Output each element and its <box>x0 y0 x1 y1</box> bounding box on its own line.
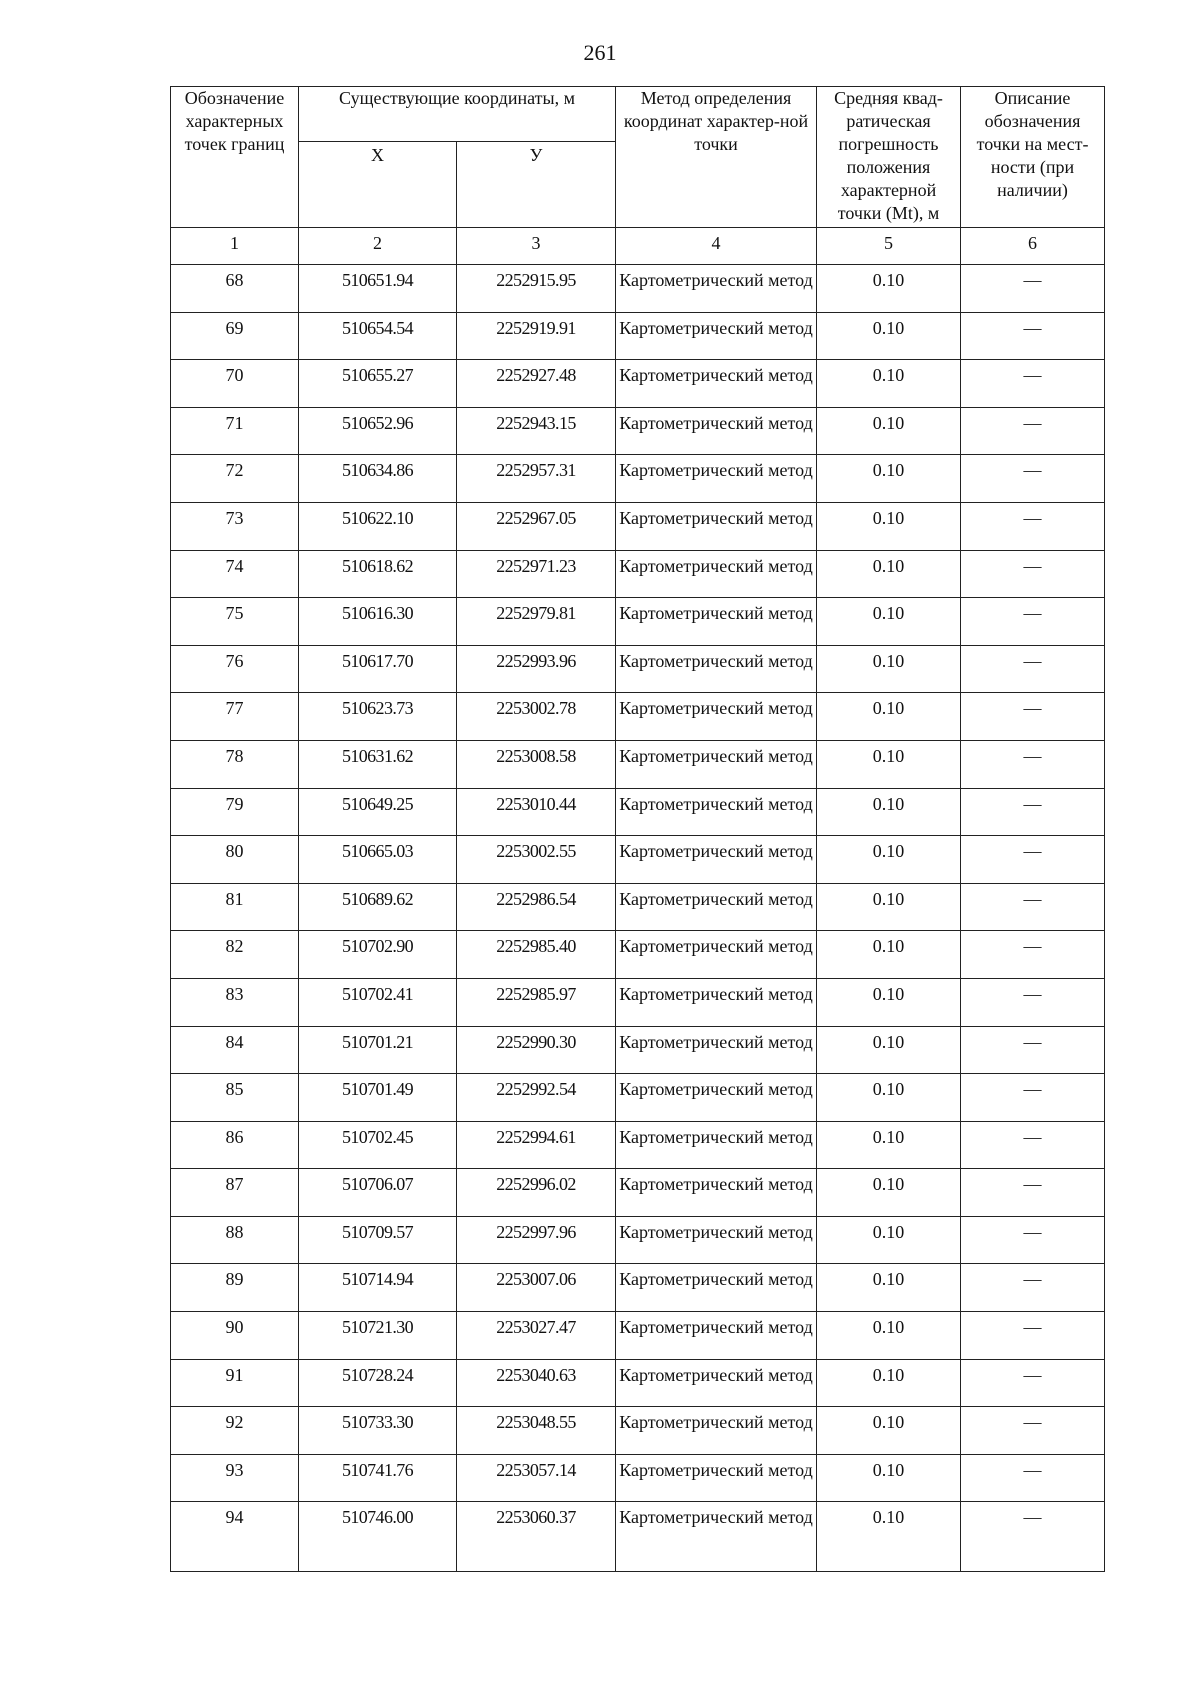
cell-point: 82 <box>171 931 299 979</box>
table-row <box>171 645 1105 693</box>
cell-x: 510733.30 <box>299 1407 457 1455</box>
table-row <box>171 1312 1105 1360</box>
cell-y: 2252985.40 <box>457 931 616 979</box>
cell-point: 73 <box>171 502 299 550</box>
cell-method: Картометрический метод <box>616 407 817 455</box>
cell-description: — <box>961 836 1105 884</box>
table-row <box>171 1121 1105 1169</box>
cell-y: 2252996.02 <box>457 1169 616 1217</box>
table-row <box>171 550 1105 598</box>
cell-error: 0.10 <box>817 836 961 884</box>
cell-y: 2253060.37 <box>457 1502 616 1572</box>
cell-x: 510741.76 <box>299 1454 457 1502</box>
cell-error: 0.10 <box>817 645 961 693</box>
cell-method: Картометрический метод <box>616 740 817 788</box>
cell-y: 2252992.54 <box>457 1074 616 1122</box>
cell-method: Картометрический метод <box>616 550 817 598</box>
cell-x: 510706.07 <box>299 1169 457 1217</box>
cell-error: 0.10 <box>817 1312 961 1360</box>
cell-x: 510689.62 <box>299 883 457 931</box>
cell-x: 510665.03 <box>299 836 457 884</box>
cell-method: Картометрический метод <box>616 693 817 741</box>
cell-y: 2253048.55 <box>457 1407 616 1455</box>
cell-error: 0.10 <box>817 312 961 360</box>
cell-method: Картометрический метод <box>616 1502 817 1572</box>
cell-y: 2253010.44 <box>457 788 616 836</box>
column-number-row <box>171 228 1105 265</box>
table-row <box>171 931 1105 979</box>
cell-error: 0.10 <box>817 265 961 313</box>
cell-point: 88 <box>171 1216 299 1264</box>
table-row <box>171 1454 1105 1502</box>
cell-y: 2252957.31 <box>457 455 616 503</box>
cell-x: 510634.86 <box>299 455 457 503</box>
cell-x: 510654.54 <box>299 312 457 360</box>
cell-point: 71 <box>171 407 299 455</box>
header-point-designation: Обозначение характерных точек границ <box>171 87 299 228</box>
cell-description: — <box>961 550 1105 598</box>
cell-y: 2252985.97 <box>457 978 616 1026</box>
cell-method: Картометрический метод <box>616 502 817 550</box>
header-description: Описание обозначения точки на мест-ности (при наличии) <box>961 87 1105 228</box>
cell-point: 68 <box>171 265 299 313</box>
cell-method: Картометрический метод <box>616 883 817 931</box>
cell-description: — <box>961 407 1105 455</box>
cell-y: 2252979.81 <box>457 598 616 646</box>
cell-description: — <box>961 978 1105 1026</box>
table-row <box>171 502 1105 550</box>
cell-y: 2252993.96 <box>457 645 616 693</box>
cell-description: — <box>961 883 1105 931</box>
table-row <box>171 1169 1105 1217</box>
cell-method: Картометрический метод <box>616 931 817 979</box>
table-row <box>171 788 1105 836</box>
cell-point: 87 <box>171 1169 299 1217</box>
table-row <box>171 598 1105 646</box>
cell-description: — <box>961 931 1105 979</box>
cell-error: 0.10 <box>817 1407 961 1455</box>
header-method: Метод определения координат характер-ной точки <box>616 87 817 228</box>
cell-method: Картометрический метод <box>616 1264 817 1312</box>
cell-point: 90 <box>171 1312 299 1360</box>
table-row <box>171 1359 1105 1407</box>
cell-point: 86 <box>171 1121 299 1169</box>
cell-point: 89 <box>171 1264 299 1312</box>
table-row <box>171 740 1105 788</box>
cell-method: Картометрический метод <box>616 265 817 313</box>
cell-x: 510701.21 <box>299 1026 457 1074</box>
cell-description: — <box>961 265 1105 313</box>
cell-error: 0.10 <box>817 407 961 455</box>
table-row <box>171 407 1105 455</box>
table-row <box>171 883 1105 931</box>
cell-description: — <box>961 645 1105 693</box>
cell-x: 510618.62 <box>299 550 457 598</box>
table-row <box>171 312 1105 360</box>
cell-x: 510702.45 <box>299 1121 457 1169</box>
cell-error: 0.10 <box>817 740 961 788</box>
cell-y: 2253007.06 <box>457 1264 616 1312</box>
cell-description: — <box>961 740 1105 788</box>
cell-y: 2253027.47 <box>457 1312 616 1360</box>
cell-error: 0.10 <box>817 1502 961 1572</box>
cell-x: 510631.62 <box>299 740 457 788</box>
header-y: У <box>457 142 616 228</box>
cell-error: 0.10 <box>817 788 961 836</box>
cell-point: 80 <box>171 836 299 884</box>
table-row <box>171 1264 1105 1312</box>
cell-description: — <box>961 1407 1105 1455</box>
cell-error: 0.10 <box>817 1359 961 1407</box>
cell-error: 0.10 <box>817 502 961 550</box>
cell-description: — <box>961 1502 1105 1572</box>
cell-y: 2253040.63 <box>457 1359 616 1407</box>
cell-y: 2252915.95 <box>457 265 616 313</box>
cell-method: Картометрический метод <box>616 1216 817 1264</box>
cell-y: 2252971.23 <box>457 550 616 598</box>
table-row <box>171 1026 1105 1074</box>
cell-point: 81 <box>171 883 299 931</box>
cell-error: 0.10 <box>817 1074 961 1122</box>
cell-y: 2253057.14 <box>457 1454 616 1502</box>
cell-y: 2253002.55 <box>457 836 616 884</box>
cell-x: 510616.30 <box>299 598 457 646</box>
cell-method: Картометрический метод <box>616 1407 817 1455</box>
cell-description: — <box>961 1121 1105 1169</box>
cell-error: 0.10 <box>817 1264 961 1312</box>
cell-point: 76 <box>171 645 299 693</box>
cell-x: 510617.70 <box>299 645 457 693</box>
column-number: 6 <box>961 228 1105 265</box>
cell-method: Картометрический метод <box>616 1026 817 1074</box>
cell-y: 2252919.91 <box>457 312 616 360</box>
cell-description: — <box>961 1264 1105 1312</box>
cell-point: 84 <box>171 1026 299 1074</box>
cell-point: 94 <box>171 1502 299 1572</box>
cell-description: — <box>961 1359 1105 1407</box>
cell-x: 510649.25 <box>299 788 457 836</box>
page-number: 261 <box>583 40 617 65</box>
table-row <box>171 455 1105 503</box>
cell-error: 0.10 <box>817 1216 961 1264</box>
coordinates-table <box>170 86 1105 1572</box>
cell-error: 0.10 <box>817 1026 961 1074</box>
table-row <box>171 693 1105 741</box>
table-row <box>171 1074 1105 1122</box>
cell-y: 2253002.78 <box>457 693 616 741</box>
cell-point: 74 <box>171 550 299 598</box>
cell-y: 2252927.48 <box>457 360 616 408</box>
cell-method: Картометрический метод <box>616 978 817 1026</box>
cell-error: 0.10 <box>817 1454 961 1502</box>
column-number: 5 <box>817 228 961 265</box>
cell-x: 510655.27 <box>299 360 457 408</box>
header-existing-coordinates: Существующие координаты, м <box>299 87 616 142</box>
cell-x: 510702.90 <box>299 931 457 979</box>
cell-error: 0.10 <box>817 1121 961 1169</box>
table-row <box>171 1502 1105 1572</box>
cell-point: 83 <box>171 978 299 1026</box>
column-number: 3 <box>457 228 616 265</box>
cell-description: — <box>961 1026 1105 1074</box>
cell-method: Картометрический метод <box>616 1312 817 1360</box>
cell-point: 78 <box>171 740 299 788</box>
cell-description: — <box>961 693 1105 741</box>
cell-method: Картометрический метод <box>616 360 817 408</box>
cell-error: 0.10 <box>817 931 961 979</box>
cell-error: 0.10 <box>817 978 961 1026</box>
cell-x: 510714.94 <box>299 1264 457 1312</box>
cell-point: 70 <box>171 360 299 408</box>
cell-x: 510622.10 <box>299 502 457 550</box>
cell-method: Картометрический метод <box>616 1121 817 1169</box>
cell-point: 75 <box>171 598 299 646</box>
cell-description: — <box>961 598 1105 646</box>
cell-description: — <box>961 360 1105 408</box>
cell-error: 0.10 <box>817 1169 961 1217</box>
cell-error: 0.10 <box>817 883 961 931</box>
cell-y: 2252990.30 <box>457 1026 616 1074</box>
table-row <box>171 978 1105 1026</box>
cell-method: Картометрический метод <box>616 836 817 884</box>
cell-method: Картометрический метод <box>616 645 817 693</box>
table-row <box>171 265 1105 313</box>
cell-error: 0.10 <box>817 550 961 598</box>
cell-x: 510701.49 <box>299 1074 457 1122</box>
cell-x: 510652.96 <box>299 407 457 455</box>
cell-description: — <box>961 1454 1105 1502</box>
cell-error: 0.10 <box>817 455 961 503</box>
cell-description: — <box>961 788 1105 836</box>
header-x: Х <box>299 142 457 228</box>
cell-description: — <box>961 502 1105 550</box>
cell-y: 2253008.58 <box>457 740 616 788</box>
column-number: 2 <box>299 228 457 265</box>
cell-error: 0.10 <box>817 360 961 408</box>
cell-point: 77 <box>171 693 299 741</box>
cell-x: 510623.73 <box>299 693 457 741</box>
cell-method: Картометрический метод <box>616 788 817 836</box>
cell-description: — <box>961 312 1105 360</box>
cell-x: 510728.24 <box>299 1359 457 1407</box>
cell-description: — <box>961 1216 1105 1264</box>
cell-description: — <box>961 455 1105 503</box>
cell-point: 72 <box>171 455 299 503</box>
table-row <box>171 1407 1105 1455</box>
cell-description: — <box>961 1312 1105 1360</box>
cell-y: 2252943.15 <box>457 407 616 455</box>
cell-point: 92 <box>171 1407 299 1455</box>
table-body <box>171 265 1105 1572</box>
column-number: 4 <box>616 228 817 265</box>
cell-y: 2252986.54 <box>457 883 616 931</box>
cell-error: 0.10 <box>817 693 961 741</box>
cell-point: 69 <box>171 312 299 360</box>
cell-y: 2252967.05 <box>457 502 616 550</box>
cell-method: Картометрический метод <box>616 455 817 503</box>
cell-method: Картометрический метод <box>616 1454 817 1502</box>
table-row <box>171 836 1105 884</box>
cell-x: 510721.30 <box>299 1312 457 1360</box>
cell-method: Картометрический метод <box>616 1359 817 1407</box>
table-row <box>171 1216 1105 1264</box>
cell-error: 0.10 <box>817 598 961 646</box>
cell-x: 510709.57 <box>299 1216 457 1264</box>
cell-method: Картометрический метод <box>616 312 817 360</box>
cell-y: 2252994.61 <box>457 1121 616 1169</box>
table-header <box>171 87 1105 265</box>
cell-x: 510651.94 <box>299 265 457 313</box>
header-mean-square-error: Средняя квад-ратическая погрешность положения характерной точки (Mt), м <box>817 87 961 228</box>
cell-y: 2252997.96 <box>457 1216 616 1264</box>
cell-point: 93 <box>171 1454 299 1502</box>
cell-point: 91 <box>171 1359 299 1407</box>
cell-x: 510702.41 <box>299 978 457 1026</box>
column-number: 1 <box>171 228 299 265</box>
cell-description: — <box>961 1074 1105 1122</box>
cell-method: Картометрический метод <box>616 598 817 646</box>
cell-method: Картометрический метод <box>616 1169 817 1217</box>
cell-point: 85 <box>171 1074 299 1122</box>
cell-method: Картометрический метод <box>616 1074 817 1122</box>
cell-description: — <box>961 1169 1105 1217</box>
cell-point: 79 <box>171 788 299 836</box>
table-row <box>171 360 1105 408</box>
cell-x: 510746.00 <box>299 1502 457 1572</box>
